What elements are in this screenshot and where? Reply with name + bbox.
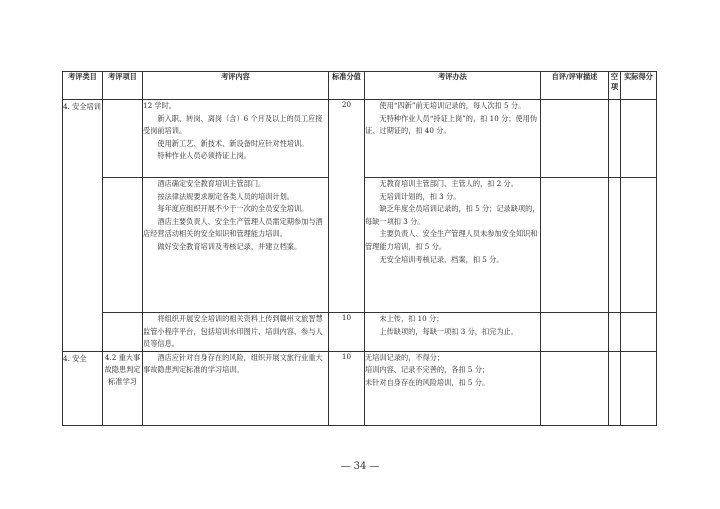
method-line: 无特种作业人员“持证上岗”的，扣 10 分；使用伪证、过期证的，扣 40 分。 (365, 113, 538, 136)
method-line: 使用“四新”前无培训记录的，每人次扣 5 分。 (379, 101, 526, 110)
table-header-row (63, 72, 657, 100)
method-line: 未针对自身存在的风险培训，扣 5 分。 (365, 377, 490, 387)
method-line: 无教育培训主管部门、主管人的，扣 2 分。 (379, 179, 518, 188)
header-self-eval: 自评/评审描述 (541, 72, 609, 100)
header-actual-score: 实际得分 (621, 72, 657, 100)
header-project: 考评项目 (103, 72, 143, 100)
method-line: 无安全培训考核记录、档案，扣 5 分。 (379, 254, 504, 264)
table-row (63, 313, 657, 352)
category-cell: 4. 安全培训 (63, 100, 103, 352)
method-line: 主要负责人、安全生产管理人员未参加安全知识和管理能力培训，扣 5 分。 (365, 229, 538, 251)
method-cell (365, 100, 541, 178)
content-line: 按法律法规要求制定各类人员的培训计划。 (157, 191, 294, 201)
content-cell (143, 351, 329, 425)
empty-cell (609, 313, 621, 352)
score-cell: 10 (329, 351, 365, 425)
project-cell (103, 178, 143, 313)
method-line: 培训内容、记录不完善的，各扣 5 分； (365, 365, 490, 375)
content-line: 12 学时。 (143, 101, 176, 110)
table-row (63, 351, 657, 425)
project-cell (103, 313, 143, 352)
content-line: 新入职、转岗、离岗（含）6 个月及以上的员工应接受岗前培训。 (143, 113, 323, 136)
actual-score-cell (621, 178, 657, 313)
actual-score-cell (621, 100, 657, 178)
empty-cell (609, 351, 621, 425)
empty-cell (609, 100, 621, 178)
content-cell (143, 100, 329, 178)
project-cell (103, 100, 143, 178)
score-cell: 20 (329, 100, 365, 313)
content-line: 将组织开展安全培训的相关资料上传到赣州文旅智慧监管小程序平台，包括培训水印图片、培训内容、参与人员等信息。 (143, 314, 323, 349)
self-eval-cell (541, 178, 609, 313)
evaluation-table (62, 71, 657, 426)
method-line: 无培训计划的，扣 3 分。 (379, 191, 461, 201)
content-cell (143, 178, 329, 313)
content-line: 酒店确定安全教育培训主管部门。 (157, 179, 266, 188)
project-cell: 4.2 重大事故隐患判定标准学习 (103, 351, 143, 425)
method-cell (365, 178, 541, 313)
header-standard-score: 标准分值 (329, 72, 365, 100)
content-line: 特种作业人员必须持证上岗。 (157, 151, 251, 161)
method-line: 缺乏年度全员培训记录的，扣 5 分；记录缺项的，每缺一项扣 3 分。 (365, 204, 540, 226)
content-line: 使用新工艺、新技术、新设备时应针对性培训。 (157, 138, 309, 148)
actual-score-cell (621, 313, 657, 352)
self-eval-cell (541, 100, 609, 178)
self-eval-cell (541, 313, 609, 352)
content-line: 每年度应组织开展不少于一次的全员安全培训。 (157, 204, 309, 214)
table-row (63, 100, 657, 178)
content-line: 做好安全教育培训及考核记录，并建立档案。 (157, 241, 302, 251)
method-cell (365, 351, 541, 425)
method-line: 未上传，扣 10 分； (379, 314, 444, 323)
content-cell (143, 313, 329, 352)
content-line: 酒店应针对自身存在的风险，组织开展文旅行业重大事故隐患判定标准的学习培训。 (143, 352, 323, 375)
category-cell: 4. 安全 (63, 351, 103, 425)
method-cell (365, 313, 541, 352)
header-content: 考评内容 (143, 72, 329, 100)
empty-cell (609, 178, 621, 313)
page-number: — 34 — (340, 461, 380, 472)
method-line: 无培训记录的，不得分； (365, 352, 445, 362)
header-method: 考评办法 (365, 72, 541, 100)
score-cell: 10 (329, 313, 365, 352)
header-empty: 空项 (609, 72, 621, 100)
actual-score-cell (621, 351, 657, 425)
method-line: 上传缺项的，每缺一项扣 3 分，扣完为止。 (379, 326, 518, 336)
content-line: 酒店主要负责人、安全生产管理人员需定期参加与酒店经营活动相关的安全知识和管理能力培训。 (143, 216, 323, 239)
self-eval-cell (541, 351, 609, 425)
header-category: 考评类目 (63, 72, 103, 100)
